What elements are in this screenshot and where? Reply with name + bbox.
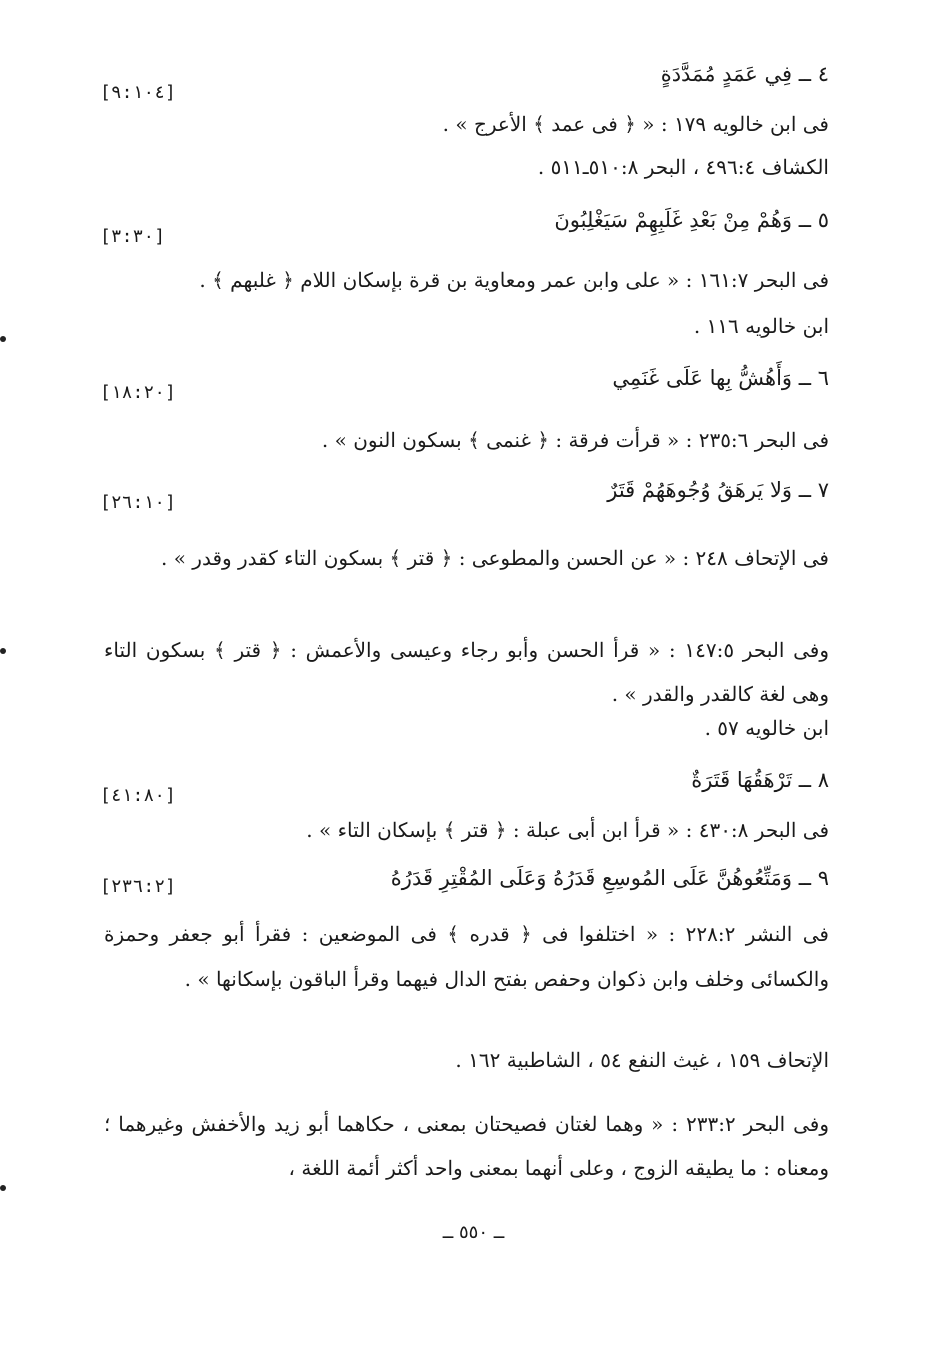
scan-mark: [0, 1185, 6, 1191]
verse-7-reference: [٢٦:١٠]: [100, 492, 176, 513]
note-line: ابن خالويه ١١٦ .: [693, 314, 829, 338]
verse-4-reference: [٩:١٠٤]: [100, 82, 176, 103]
note-line: الإتحاف ١٥٩ ، غيث النفع ٥٤ ، الشاطبية ١٦٢ .: [455, 1048, 829, 1072]
verse-8-reference: [٤١:٨٠]: [100, 785, 176, 806]
note-line: فى ابن خالويه ١٧٩ : « ﴿ فى عمد ﴾ الأعرج » .: [442, 112, 829, 136]
verse-6-reference: [١٨:٢٠]: [100, 382, 176, 403]
verse-9-reference: [٢٣٦:٢]: [100, 876, 176, 897]
scan-mark: [0, 648, 6, 654]
verse-5: ٥ ــ وَهُمْ مِنْ بَعْدِ غَلَبِهِمْ سَيَغْلِبُونَ: [554, 208, 829, 232]
note-paragraph: فى الإتحاف ٢٤٨ : « عن الحسن والمطوعى : ﴿ قتر ﴾ بسكون التاء كقدر وقدر » .: [160, 546, 829, 570]
note-line: فى البحر ٤٣٠:٨ : « قرأ ابن أبى عبلة : ﴿ قتر ﴾ بإسكان التاء » .: [306, 818, 829, 842]
page-number: ــ ٥٥٠ ــ: [442, 1222, 505, 1243]
scan-mark: [0, 336, 6, 342]
note-paragraph: فى النشر ٢٢٨:٢ : « اختلفوا فى ﴿ قدره ﴾ فى الموضعين : فقرأ أبو جعفر وحمزة والكسائى وخلف وابن ذكوان وحفص بفتح الدال فيهما وقرأ الباقون بإسكانها » .: [104, 922, 829, 991]
note-line: ابن خالويه ٥٧ .: [704, 716, 829, 740]
verse-5-reference: [٣:٣٠]: [100, 226, 166, 247]
verse-8: ٨ ــ تَرْهَقُهَا قَتَرَةٌ: [691, 768, 829, 792]
verse-7: ٧ ــ وَلا يَرهَقُ وُجُوهَهُمْ قَتَرٌ: [607, 478, 829, 502]
note-line: فى البحر ٢٣٥:٦ : « قرأت فرقة : ﴿ غنمى ﴾ بسكون النون » .: [321, 428, 829, 452]
note-line: الكشاف ٤٩٦:٤ ، البحر ٥١٠:٨ـ٥١١ .: [537, 155, 829, 179]
verse-9: ٩ ــ وَمَتِّعُوهُنَّ عَلَى المُوسِعِ قَدَرُهُ وَعَلَى المُقْتِرِ قَدَرُهُ: [390, 866, 829, 890]
verse-6: ٦ ــ وَأَهُشُّ بِها عَلَى غَنَمِي: [612, 366, 829, 390]
note-paragraph: وفى البحر ٢٣٣:٢ : « وهما لغتان فصيحتان بمعنى ، حكاهما أبو زيد والأخفش وغيرهما ؛ ومعناه : ما يطيقه الزوج ، وعلى أنهما بمعنى واحد أكثر أئمة اللغة ،: [104, 1112, 830, 1180]
note-line: فى البحر ١٦١:٧ : « على وابن عمر ومعاوية بن قرة بإسكان اللام ﴿ غلبهم ﴾ .: [199, 268, 829, 292]
verse-4: ٤ ــ فِي عَمَدٍ مُمَدَّدَةٍ: [660, 62, 829, 86]
note-paragraph: وفى البحر ١٤٧:٥ : « قرأ الحسن وأبو رجاء وعيسى والأعمش : ﴿ قتر ﴾ بسكون التاء وهى لغة كالقدر والقدر » .: [104, 638, 830, 706]
